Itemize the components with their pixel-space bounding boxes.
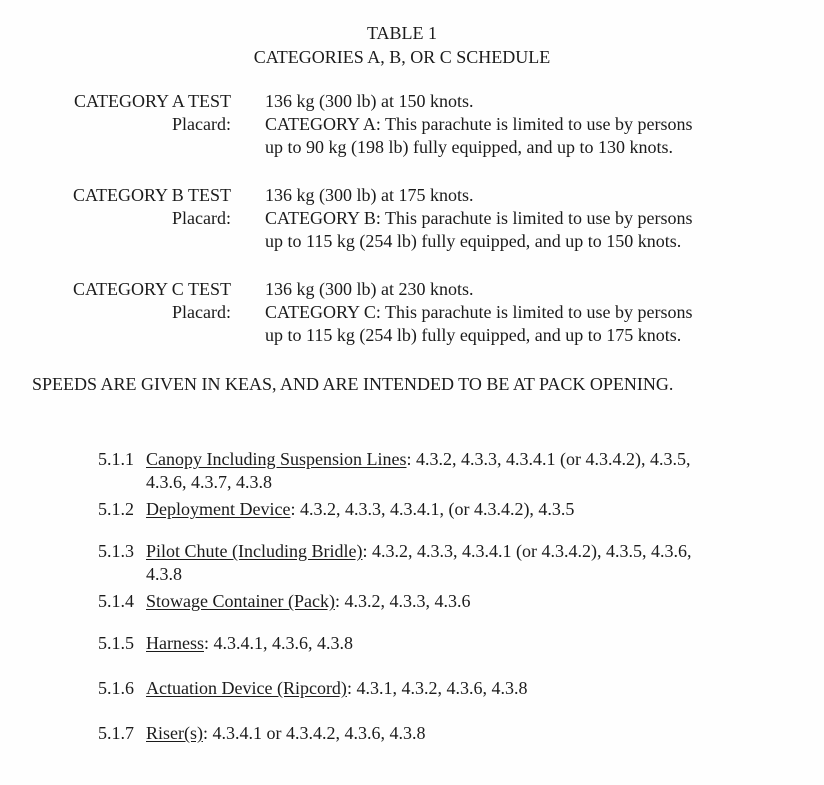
item-title: Actuation Device (Ripcord) xyxy=(146,678,347,698)
category-a-placard-line1: CATEGORY A: This parachute is limited to use by persons xyxy=(265,114,693,134)
item-refs: : 4.3.2, 4.3.3, 4.3.4.1 (or 4.3.4.2), 4.3.5, 4.3.6, xyxy=(362,541,692,561)
item-number: 5.1.2 xyxy=(98,499,134,519)
category-a-block xyxy=(0,90,824,159)
item-number: 5.1.3 xyxy=(98,541,134,561)
item-text xyxy=(146,448,806,494)
item-title: Riser(s) xyxy=(146,723,203,743)
item-refs-cont: 4.3.8 xyxy=(146,564,182,584)
item-line xyxy=(146,590,806,613)
item-refs: : 4.3.2, 4.3.3, 4.3.6 xyxy=(334,591,471,611)
table-title-text: CATEGORIES A, B, OR C SCHEDULE xyxy=(253,47,551,67)
category-b-test-label: CATEGORY B TEST xyxy=(72,185,231,205)
item-title: Stowage Container (Pack) xyxy=(146,591,335,611)
item-refs: : 4.3.4.1, 4.3.6, 4.3.8 xyxy=(203,633,353,653)
item-text xyxy=(146,498,806,521)
category-a-test-label: CATEGORY A TEST xyxy=(73,91,231,111)
list-item-5-1-7 xyxy=(98,722,824,745)
list-item-5-1-4 xyxy=(98,590,824,613)
category-schedule-table xyxy=(0,90,824,347)
list-item-5-1-3 xyxy=(98,540,824,586)
item-line xyxy=(146,471,806,494)
category-c-placard-label: Placard: xyxy=(172,302,231,322)
item-line xyxy=(146,722,806,745)
list-item-5-1-5 xyxy=(98,632,824,655)
table-title-number: TABLE 1 xyxy=(366,23,438,43)
category-b-block xyxy=(0,184,824,253)
category-c-block xyxy=(0,278,824,347)
category-b-test-value: 136 kg (300 lb) at 175 knots. xyxy=(265,185,474,205)
category-a-test-value: 136 kg (300 lb) at 150 knots. xyxy=(265,91,474,111)
list-item-5-1-1 xyxy=(98,448,824,494)
requirements-list xyxy=(98,448,824,745)
category-c-placard-line1: CATEGORY C: This parachute is limited to use by persons xyxy=(265,302,693,322)
item-text xyxy=(146,722,806,745)
item-title: Canopy Including Suspension Lines xyxy=(146,449,407,469)
item-line xyxy=(146,498,806,521)
item-title: Pilot Chute (Including Bridle) xyxy=(146,541,363,561)
item-refs: : 4.3.4.1 or 4.3.4.2, 4.3.6, 4.3.8 xyxy=(203,723,426,743)
item-text xyxy=(146,540,806,586)
category-b-placard-text xyxy=(265,207,785,253)
item-text xyxy=(146,632,806,655)
item-number: 5.1.7 xyxy=(98,723,134,743)
table-title xyxy=(32,21,772,69)
category-c-test-label: CATEGORY C TEST xyxy=(72,279,231,299)
speeds-note: SPEEDS ARE GIVEN IN KEAS, AND ARE INTENDED TO BE AT PACK OPENING. xyxy=(32,374,674,394)
list-item-5-1-2 xyxy=(98,498,824,521)
item-line xyxy=(146,540,806,563)
category-c-placard-text xyxy=(265,301,785,347)
category-b-placard-label: Placard: xyxy=(172,208,231,228)
list-item-5-1-6 xyxy=(98,677,824,700)
category-a-placard-label: Placard: xyxy=(172,114,231,134)
item-refs: : 4.3.2, 4.3.3, 4.3.4.1, (or 4.3.4.2), 4.3.5 xyxy=(290,499,575,519)
item-number: 5.1.4 xyxy=(98,591,134,611)
item-line xyxy=(146,563,806,586)
category-b-placard-line2: up to 115 kg (254 lb) fully equipped, and up to 150 knots. xyxy=(265,231,682,251)
category-a-placard-text xyxy=(265,113,785,159)
category-b-placard-line1: CATEGORY B: This parachute is limited to use by persons xyxy=(265,208,693,228)
item-text xyxy=(146,590,806,613)
category-a-placard-line2: up to 90 kg (198 lb) fully equipped, and up to 130 knots. xyxy=(265,137,673,157)
item-title: Harness xyxy=(146,633,204,653)
category-c-test-value: 136 kg (300 lb) at 230 knots. xyxy=(265,279,474,299)
item-line xyxy=(146,632,806,655)
item-refs: : 4.3.2, 4.3.3, 4.3.4.1 (or 4.3.4.2), 4.3.5, xyxy=(406,449,691,469)
item-number: 5.1.5 xyxy=(98,633,134,653)
item-number: 5.1.6 xyxy=(98,678,134,698)
item-refs: : 4.3.1, 4.3.2, 4.3.6, 4.3.8 xyxy=(346,678,528,698)
item-number: 5.1.1 xyxy=(98,449,134,469)
item-line xyxy=(146,677,806,700)
item-title: Deployment Device xyxy=(146,499,291,519)
item-text xyxy=(146,677,806,700)
item-refs-cont: 4.3.6, 4.3.7, 4.3.8 xyxy=(146,472,272,492)
category-c-placard-line2: up to 115 kg (254 lb) fully equipped, and up to 175 knots. xyxy=(265,325,682,345)
item-line xyxy=(146,448,806,471)
